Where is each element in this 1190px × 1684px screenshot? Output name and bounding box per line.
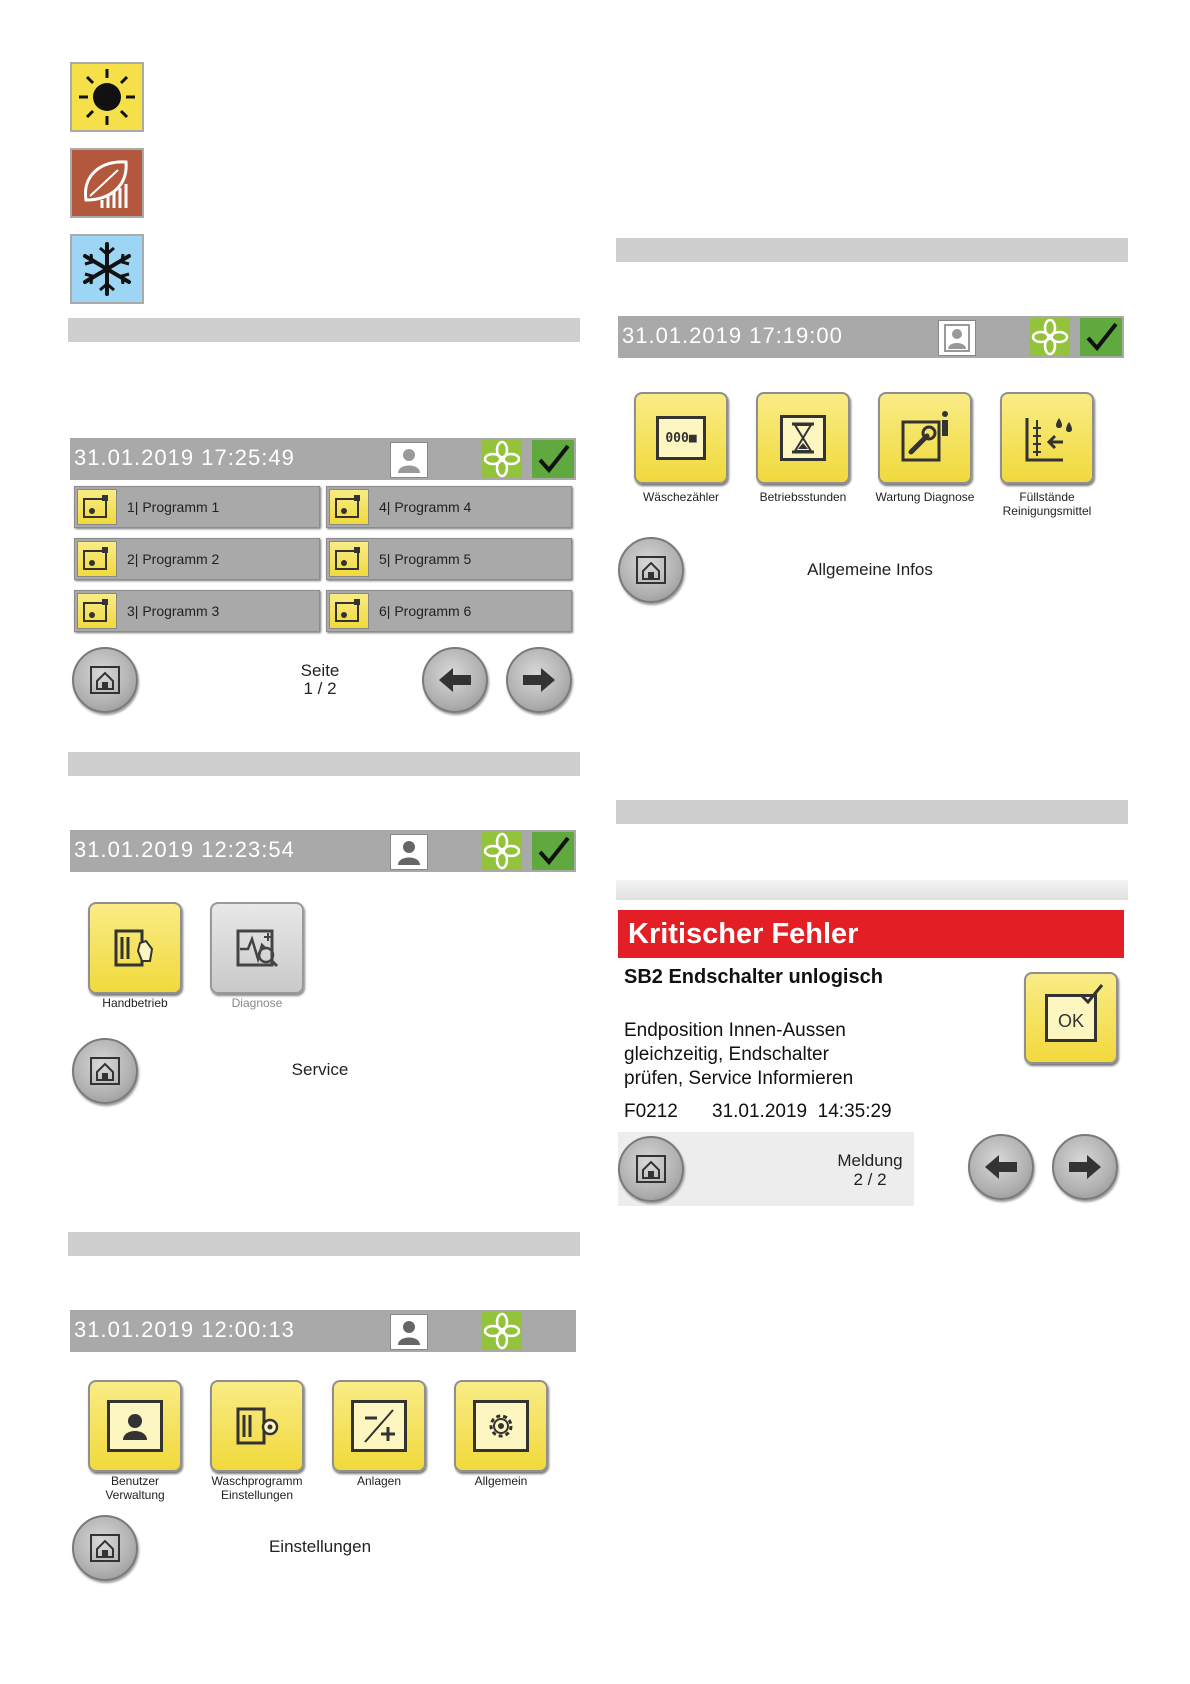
home-icon: [634, 554, 668, 586]
arrow-left-icon: [435, 665, 475, 695]
program-label: 6| Programm 6: [379, 603, 472, 619]
ok-label: OK: [1057, 1010, 1084, 1031]
home-icon: [88, 1532, 122, 1564]
user-icon: [391, 1315, 427, 1349]
status-bar: [70, 1310, 576, 1352]
home-button[interactable]: [72, 1515, 138, 1581]
gear-icon: [481, 1407, 521, 1445]
maintenance-diagnosis-button[interactable]: [878, 392, 972, 484]
ok-button[interactable]: [1024, 972, 1118, 1064]
button-label: Wäschezähler: [642, 490, 720, 504]
user-management-button[interactable]: [88, 1380, 182, 1472]
program-label: 2| Programm 2: [127, 551, 220, 567]
user-button[interactable]: [938, 320, 976, 356]
counter-card-icon: [656, 416, 706, 460]
button-label: Diagnose: [231, 996, 283, 1010]
error-subtitle: SB2 Endschalter unlogisch: [624, 966, 883, 988]
flower-icon: [482, 832, 522, 870]
program-button-5[interactable]: [326, 538, 572, 580]
page-indicator: [280, 662, 360, 698]
wash-program-icon: [334, 493, 364, 521]
datetime: 31.01.2019 17:19:00: [622, 323, 843, 348]
wash-program-icon: [82, 597, 112, 625]
program-button-2[interactable]: [74, 538, 320, 580]
wash-program-settings-button[interactable]: [210, 1380, 304, 1472]
program-label: 5| Programm 5: [379, 551, 472, 567]
home-icon: [88, 1055, 122, 1087]
status-bar: [618, 316, 1124, 358]
flower-status: [482, 832, 522, 870]
button-label: Wartung Diagnose: [875, 490, 975, 504]
ok-status: [532, 440, 574, 478]
user-button[interactable]: [390, 442, 428, 478]
mode-icon-cold: [70, 234, 144, 304]
prev-page-button[interactable]: [422, 647, 488, 713]
button-label: Handbetrieb: [102, 996, 168, 1010]
button-label: [986, 490, 1108, 518]
home-button[interactable]: [618, 537, 684, 603]
error-title: Kritischer Fehler: [628, 918, 859, 950]
user-icon: [391, 443, 427, 477]
fill-level-icon: [1017, 408, 1077, 468]
hourglass-card-icon: [780, 415, 826, 461]
mode-icon-eco: [70, 148, 144, 218]
label-line: Benutzer: [110, 1474, 160, 1488]
section-divider: [616, 880, 1128, 900]
fill-levels-button[interactable]: [1000, 392, 1094, 484]
ok-card-icon: [1045, 994, 1097, 1042]
program-button-4[interactable]: [326, 486, 572, 528]
flower-icon: [482, 440, 522, 478]
operating-hours-button[interactable]: [756, 392, 850, 484]
diagnosis-button[interactable]: [210, 902, 304, 994]
arrow-right-icon: [519, 665, 559, 695]
button-label: [318, 1474, 440, 1488]
section-divider: [616, 800, 1128, 824]
plus-minus-card-icon: [351, 1400, 407, 1452]
screen-title: Service: [291, 1060, 349, 1079]
section-divider: [616, 238, 1128, 262]
button-label: [196, 1474, 318, 1502]
systems-button[interactable]: [332, 1380, 426, 1472]
status-bar: [70, 438, 576, 480]
button-label: [74, 1474, 196, 1502]
button-label: [440, 1474, 562, 1488]
diagnosis-icon: [232, 925, 282, 971]
label-line: Einstellungen: [220, 1488, 294, 1502]
program-button-1[interactable]: [74, 486, 320, 528]
flower-icon: [482, 1312, 522, 1350]
laundry-counter-button[interactable]: [634, 392, 728, 484]
message-line: Endposition Innen-Aussen: [624, 1020, 846, 1041]
plus-minus-icon: [357, 1406, 401, 1446]
message-number: 2 / 2: [853, 1170, 887, 1189]
screen-title: Allgemeine Infos: [807, 560, 933, 579]
error-code: F0212: [624, 1101, 678, 1122]
datetime: 31.01.2019 12:00:13: [74, 1317, 295, 1342]
user-button[interactable]: [390, 834, 428, 870]
ok-status: [1080, 318, 1122, 356]
user-card-icon: [107, 1400, 163, 1452]
program-button-6[interactable]: [326, 590, 572, 632]
gear-card-icon: [473, 1400, 529, 1452]
program-label: 3| Programm 3: [127, 603, 220, 619]
datetime: 31.01.2019 12:23:54: [74, 837, 295, 862]
counter-display: 000■: [665, 430, 697, 446]
flower-status: [482, 1312, 522, 1350]
user-button[interactable]: [390, 1314, 428, 1350]
label-line: Waschprogramm: [211, 1474, 303, 1488]
mode-icon-sun: [70, 62, 144, 132]
sun-icon: [72, 64, 142, 130]
button-label: Betriebsstunden: [759, 490, 847, 504]
home-button[interactable]: [618, 1136, 684, 1202]
message-label: Meldung: [837, 1151, 903, 1170]
home-icon: [634, 1153, 668, 1185]
hand-operation-icon: [110, 925, 160, 971]
next-page-button[interactable]: [506, 647, 572, 713]
screen-title: Einstellungen: [268, 1537, 372, 1556]
hourglass-icon: [788, 421, 818, 455]
page-number: 1 / 2: [303, 679, 337, 698]
next-message-button[interactable]: [1052, 1134, 1118, 1200]
label-line: Allgemein: [474, 1474, 528, 1488]
snowflake-icon: [72, 236, 142, 302]
wash-program-icon: [334, 545, 364, 573]
message-line: prüfen, Service Informieren: [624, 1068, 854, 1089]
error-timestamp: 31.01.2019 14:35:29: [712, 1101, 892, 1122]
general-settings-button[interactable]: [454, 1380, 548, 1472]
checkmark-icon: [532, 440, 574, 478]
wash-program-icon: [334, 597, 364, 625]
manual-mode-button[interactable]: [88, 902, 182, 994]
ok-status: [532, 832, 574, 870]
label-line: Füllstände: [1019, 490, 1075, 504]
program-label: 4| Programm 4: [379, 499, 472, 515]
home-button[interactable]: [72, 1038, 138, 1104]
section-divider: [68, 1232, 580, 1256]
flower-status: [482, 440, 522, 478]
user-icon: [115, 1408, 155, 1444]
home-icon: [88, 664, 122, 696]
program-label: 1| Programm 1: [127, 499, 220, 515]
label-line: Reinigungsmittel: [1002, 504, 1092, 518]
flower-status: [1030, 318, 1070, 356]
section-divider: [68, 752, 580, 776]
message-line: gleichzeitig, Endschalter: [624, 1044, 829, 1065]
leaf-icon: [72, 150, 142, 216]
user-icon: [939, 321, 975, 355]
datetime: 31.01.2019 17:25:49: [74, 445, 295, 470]
program-button-3[interactable]: [74, 590, 320, 632]
wrench-info-icon: [895, 408, 955, 468]
section-divider: [68, 318, 580, 342]
program-settings-icon: [232, 1403, 282, 1449]
flower-icon: [1030, 318, 1070, 356]
wash-program-icon: [82, 545, 112, 573]
error-header: [618, 910, 1124, 958]
checkmark-icon: [532, 832, 574, 870]
user-icon: [391, 835, 427, 869]
arrow-right-icon: [1065, 1152, 1105, 1182]
message-indicator: [820, 1151, 920, 1189]
page-label: Seite: [300, 661, 340, 680]
checkmark-icon: [1078, 983, 1104, 1005]
label-line: Verwaltung: [105, 1488, 165, 1502]
label-line: Anlagen: [356, 1474, 402, 1488]
wash-program-icon: [82, 493, 112, 521]
status-bar: [70, 830, 576, 872]
arrow-left-icon: [981, 1152, 1021, 1182]
error-message: [624, 1019, 853, 1091]
checkmark-icon: [1080, 318, 1122, 356]
prev-message-button[interactable]: [968, 1134, 1034, 1200]
home-button[interactable]: [72, 647, 138, 713]
